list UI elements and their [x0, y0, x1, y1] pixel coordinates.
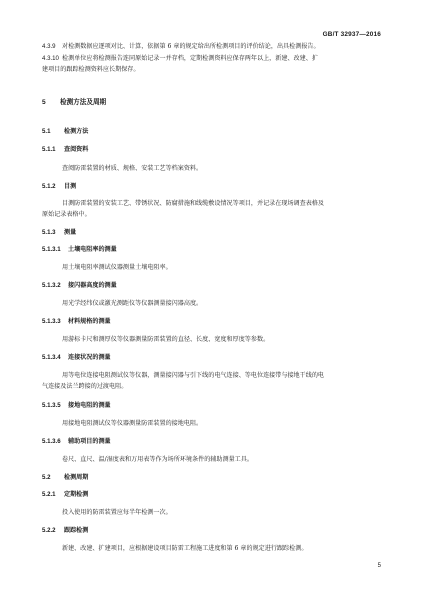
section-number: 5.1: [42, 128, 51, 135]
subsection-number: 5.2.1: [42, 491, 56, 498]
clause-number: 5.1.3.3: [42, 318, 61, 325]
subsection-heading-5-2-2: [42, 527, 88, 536]
paragraph: 用接地电阻测试仪等仪器测量防雷装置的接地电阻。: [62, 420, 203, 427]
clause-heading-5-1-3-1: [42, 246, 117, 255]
subsection-title: 定期检测: [64, 491, 89, 498]
paragraph: 目测防雷装置的安装工艺、带锈状况、防腐措施和线缆敷设情况等项目，并记录在现场调查表格及: [62, 200, 325, 207]
subsection-title: 查阅资料: [64, 146, 89, 153]
paragraph: 用光学经纬仪或激光测距仪等仪器测量接闪器高度。: [62, 300, 203, 307]
subsection-heading-5-2-1: [42, 491, 88, 500]
paragraph: 新建、改建、扩建项目，应根据建设项目防雷工程施工进度和第 6 章的规定进行跟踪检测。: [62, 545, 308, 552]
subsection-heading-5-1-1: [42, 146, 88, 155]
clause-title: 辅助项目的测量: [68, 438, 111, 445]
clause-heading-5-1-3-5: [42, 402, 111, 411]
clause-number: 5.1.3.5: [42, 402, 61, 409]
subsection-title: 跟踪检测: [64, 527, 89, 534]
section-title: 检测周期: [64, 474, 89, 481]
clause-text: 检测单位应将检测报告连同原始记录一并存档，定期检测资料应保存两年以上，新建、改建、扩: [62, 55, 318, 62]
subsection-title: 目测: [64, 183, 77, 190]
clause-heading-5-1-3-3: [42, 318, 111, 327]
clause-title: 材料规格的测量: [68, 318, 111, 325]
paragraph-continuation: 气连接及法兰跨接的过渡电阻。: [42, 383, 128, 390]
clause-title: 连接状况的测量: [68, 354, 111, 361]
paragraph: 投入使用的防雷装置应每半年检测一次。: [62, 509, 172, 516]
clause-number: 5.1.3.1: [42, 246, 61, 253]
paragraph: 用土壤电阻率测试仪器测量土壤电阻率。: [62, 264, 172, 271]
section-heading-5-2: [42, 474, 88, 483]
clause-4-3-9: [42, 43, 320, 52]
clause-heading-5-1-3-4: [42, 354, 111, 363]
subsection-number: 5.1.1: [42, 146, 56, 153]
chapter-number: 5: [42, 99, 46, 106]
clause-heading-5-1-3-2: [42, 282, 117, 291]
subsection-title: 测量: [64, 229, 77, 236]
clause-number: 5.1.3.2: [42, 282, 61, 289]
paragraph: 卷尺、直尺、温/湿度表和万用表等作为场所环境条件的辅助测量工具。: [62, 456, 253, 463]
clause-title: 接地电阻的测量: [68, 402, 111, 409]
chapter-heading: [42, 98, 106, 107]
clause-number: 5.1.3.6: [42, 438, 61, 445]
section-heading-5-1: [42, 128, 88, 137]
clause-number: 5.1.3.4: [42, 354, 61, 361]
subsection-number: 5.1.2: [42, 183, 56, 190]
subsection-number: 5.1.3: [42, 229, 56, 236]
standard-code: GB/T 32937—2016: [322, 31, 381, 38]
clause-number: 4.3.10: [42, 55, 59, 62]
clause-heading-5-1-3-6: [42, 438, 111, 447]
chapter-title: 检测方法及周期: [60, 98, 107, 106]
paragraph: 用等电位连接电阻测试仪等仪器，测量接闪器与引下线的电气连接、等电位连接带与接地干线的电: [62, 372, 325, 379]
clause-title: 土壤电阻率的测量: [68, 246, 117, 253]
page-number: 5: [377, 563, 381, 569]
subsection-heading-5-1-3: [42, 229, 76, 238]
section-number: 5.2: [42, 474, 51, 481]
paragraph-continuation: 原始记录表格中。: [42, 211, 91, 218]
paragraph: 用游标卡尺和测厚仪等仪器测量防雷装置的直径、长度、宽度和厚度等参数。: [62, 336, 270, 343]
paragraph: 查阅防雷装置的材质、规格、安装工艺等档案资料。: [62, 165, 203, 172]
clause-title: 接闪器高度的测量: [68, 282, 117, 289]
subsection-number: 5.2.2: [42, 527, 56, 534]
section-title: 检测方法: [64, 128, 89, 135]
clause-number: 4.3.9: [42, 43, 56, 50]
subsection-heading-5-1-2: [42, 183, 76, 192]
clause-4-3-10-continuation: 建项目的跟踪检测资料应长期保存。: [42, 66, 140, 73]
clause-4-3-10: [42, 55, 318, 64]
clause-text: 对检测数据应逐项对比、计算，依据第 6 章的规定给出所检测项目的评价结论，出具检测报告。: [62, 43, 320, 50]
